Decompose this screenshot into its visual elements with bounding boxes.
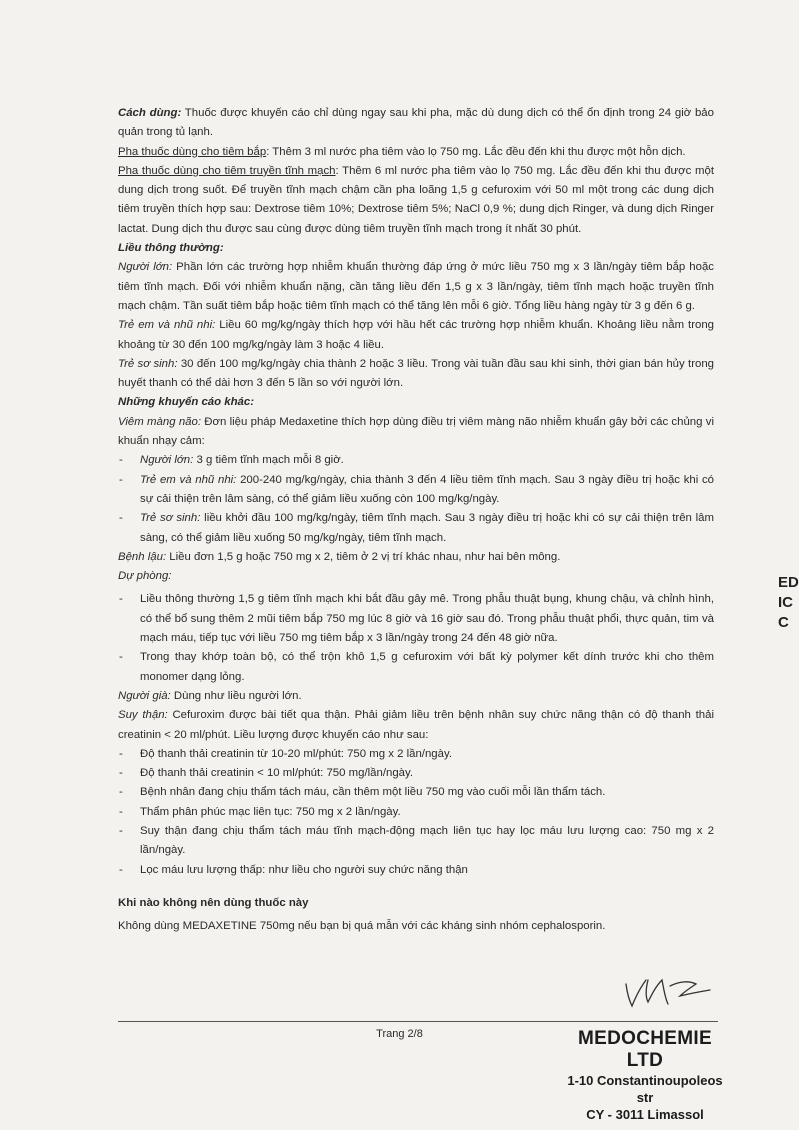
list-item bbox=[118, 471, 714, 510]
iv-preparation-text: : Thêm 6 ml nước pha tiêm vào lọ 750 mg. Lắc đều đến khi thu được một dung dịch trong suốt. Để truyền tĩnh mạch chậm cần pha loãng 1,5 g cefuroxim với 50 ml một trong các dung dịch tiêm truyền thích hợp sau: Dextrose tiêm 10%; Dextrose tiêm 5%; NaCl 0,9 %; dung dịch Ringer, và dung dịch Ringer lactat. Dung dịch thu được sau cùng được dùng tiêm truyền tĩnh mạch trong ít nhất 30 phút. bbox=[118, 164, 714, 235]
newborn-label: Trẻ sơ sinh: bbox=[118, 357, 178, 370]
list-item: - Bệnh nhân đang chịu thẩm tách máu, cần thêm một liều 750 mg vào cuối mỗi lần thẩm tách. bbox=[118, 783, 714, 802]
child-text: Liều 60 mg/kg/ngày thích hợp với hầu hết các trường hợp nhiễm khuẩn. Khoảng liều nằm trong khoảng từ 30 đến 100 mg/kg/ngày làm 3 hoặc 4 liều. bbox=[118, 319, 715, 351]
meningitis-text: Đơn liệu pháp Medaxetine thích hợp dùng điều trị viêm màng não nhiễm khuẩn gây bởi các chủng vi khuẩn nhạy cảm: bbox=[118, 415, 714, 448]
list-item: - Lọc máu lưu lượng thấp: như liều cho người suy chức năng thận bbox=[118, 861, 714, 880]
list-item: - Suy thận đang chịu thẩm tách máu tĩnh mạch-động mạch liên tục hay lọc máu lưu lượng cao: 750 mg x 2 lần/ngày. bbox=[118, 822, 714, 861]
child-dose-paragraph bbox=[118, 316, 714, 355]
contraindication-heading: Khi nào không nên dùng thuốc này bbox=[118, 896, 309, 909]
list-item-label: Trẻ em và nhũ nhi: bbox=[140, 473, 237, 486]
gonorrhea-paragraph bbox=[118, 548, 714, 567]
other-recommendations-heading: Những khuyến cáo khác: bbox=[118, 396, 254, 409]
list-item-text: 200-240 mg/kg/ngày, chia thành 3 đến 4 liều tiêm tĩnh mạch. Sau 3 ngày điều trị hoặc khi có sự cải thiện trên lâm sàng, có thể giảm liều xuống còn 100 mg/kg/ngày. bbox=[140, 473, 715, 505]
gonorrhea-label: Bệnh lậu: bbox=[118, 550, 167, 563]
edge-mark: IC bbox=[778, 594, 793, 611]
spacer bbox=[118, 880, 714, 894]
stamp-address: 1-10 Constantinoupoleos str bbox=[567, 1073, 723, 1105]
im-preparation-label: Pha thuốc dùng cho tiêm bắp bbox=[118, 145, 267, 158]
stamp-city: CY - 3011 Limassol bbox=[586, 1107, 704, 1122]
newborn-text: 30 đến 100 mg/kg/ngày chia thành 2 hoặc 3 liều. Trong vài tuần đầu sau khi sinh, thời gian bán hủy trong huyết thanh có thể dài hơn 3 đến 5 lần so với người lớn. bbox=[118, 357, 714, 390]
page-number: Trang 2/8 bbox=[376, 1028, 423, 1040]
iv-preparation-label: Pha thuốc dùng cho tiêm truyền tĩnh mạch bbox=[118, 164, 336, 177]
elderly-text: Dùng như liều người lớn. bbox=[170, 689, 302, 702]
im-preparation-text: : Thêm 3 ml nước pha tiêm vào lọ 750 mg. Lắc đều đến khi thu được một hỗn dịch. bbox=[266, 145, 686, 158]
contraindication-text: Không dùng MEDAXETINE 750mg nếu bạn bị quá mẫn với các kháng sinh nhóm cephalosporin. bbox=[118, 920, 606, 933]
adult-label: Người lớn: bbox=[118, 261, 173, 274]
list-item bbox=[118, 451, 714, 470]
list-item: - Trong thay khớp toàn bộ, có thể trộn khô 1,5 g cefuroxim với bất kỳ polymer kết dính trước khi cho thêm monomer dạng lỏng. bbox=[118, 648, 714, 687]
usage-text: Thuốc được khuyến cáo chỉ dùng ngay sau khi pha, mặc dù dung dịch có thể ổn định trong 24 giờ bảo quản trong tủ lạnh. bbox=[118, 107, 714, 139]
gonorrhea-text: Liều đơn 1,5 g hoặc 750 mg x 2, tiêm ở 2 vị trí khác nhau, như hai bên mông. bbox=[166, 550, 561, 563]
usage-label: Cách dùng: bbox=[118, 107, 182, 119]
list-item bbox=[118, 509, 714, 548]
list-item: - Độ thanh thải creatinin < 10 ml/phút: 750 mg/lần/ngày. bbox=[118, 764, 714, 783]
meningitis-label: Viêm màng não: bbox=[118, 415, 201, 428]
elderly-label: Người già: bbox=[118, 689, 171, 702]
list-item: - Thẩm phân phúc mạc liên tục: 750 mg x 2 lần/ngày. bbox=[118, 803, 714, 822]
renal-text: Cefuroxim được bài tiết qua thận. Phải giảm liều trên bệnh nhân suy chức năng thận có độ thanh thải creatinin < 20 ml/phút. Liều lượng được khuyến cáo như sau: bbox=[118, 709, 714, 741]
adult-text: Phần lớn các trường hợp nhiễm khuẩn thường đáp ứng ở mức liều 750 mg x 3 lần/ngày tiêm bắp hoặc tiêm tĩnh mạch. Đối với nhiễm khuẩn nặng, cần tăng liều đến 1,5 g x 3 lần/ngày, tiêm tĩnh mạch hoặc truyền tĩnh mạch chậm. Tần suất tiêm bắp hoặc tiêm tĩnh mạch có thể tăng lên mỗi 6 giờ. Tổng liều hàng ngày từ 3 g đến 6 g. bbox=[118, 261, 714, 312]
list-item-label: Trẻ sơ sinh: bbox=[140, 512, 201, 525]
elderly-paragraph bbox=[118, 687, 714, 706]
edge-mark: ED bbox=[778, 574, 799, 591]
adult-dose-paragraph bbox=[118, 258, 714, 316]
meningitis-paragraph bbox=[118, 413, 714, 452]
footer-rule bbox=[118, 1021, 718, 1022]
usual-dose-heading: Liều thông thường: bbox=[118, 242, 224, 255]
child-label: Trẻ em và nhũ nhi: bbox=[118, 319, 216, 332]
edge-mark: C bbox=[778, 614, 789, 631]
renal-label: Suy thận: bbox=[118, 709, 168, 722]
company-stamp bbox=[560, 1028, 730, 1123]
document-body bbox=[118, 104, 714, 936]
signature-mark bbox=[618, 966, 718, 1014]
newborn-dose-paragraph bbox=[118, 355, 714, 394]
list-item-label: Người lớn: bbox=[140, 454, 194, 467]
iv-preparation-paragraph bbox=[118, 162, 714, 239]
renal-paragraph bbox=[118, 706, 714, 745]
list-item-text: liều khởi đầu 100 mg/kg/ngày, tiêm tĩnh mạch. Sau 3 ngày điều trị hoặc khi có sự cải thiện trên lâm sàng, có thể giảm liều xuống 50 mg/kg/ngày, tiêm tĩnh mạch. bbox=[140, 512, 714, 544]
usage-paragraph bbox=[118, 104, 714, 143]
list-item-text: 3 g tiêm tĩnh mạch mỗi 8 giờ. bbox=[193, 454, 344, 467]
stamp-company: MEDOCHEMIE LTD bbox=[578, 1028, 712, 1071]
prevention-label: Dự phòng: bbox=[118, 570, 172, 583]
list-item: - Độ thanh thải creatinin từ 10-20 ml/phút: 750 mg x 2 lần/ngày. bbox=[118, 745, 714, 764]
list-item: - Liều thông thường 1,5 g tiêm tĩnh mạch khi bắt đầu gây mê. Trong phẫu thuật bụng, khung chậu, và chỉnh hình, có thể bổ sung thêm 2 mũi tiêm bắp 750 mg lúc 8 giờ và 16 giờ sau đó. Trong phẫu thuật phổi, thực quản, tim và mạch máu, tiếp tục với liều 750 mg tiêm bắp x 3 lần/ngày trong 24 đến 48 giờ nữa. bbox=[118, 590, 714, 648]
im-preparation-paragraph bbox=[118, 143, 714, 162]
